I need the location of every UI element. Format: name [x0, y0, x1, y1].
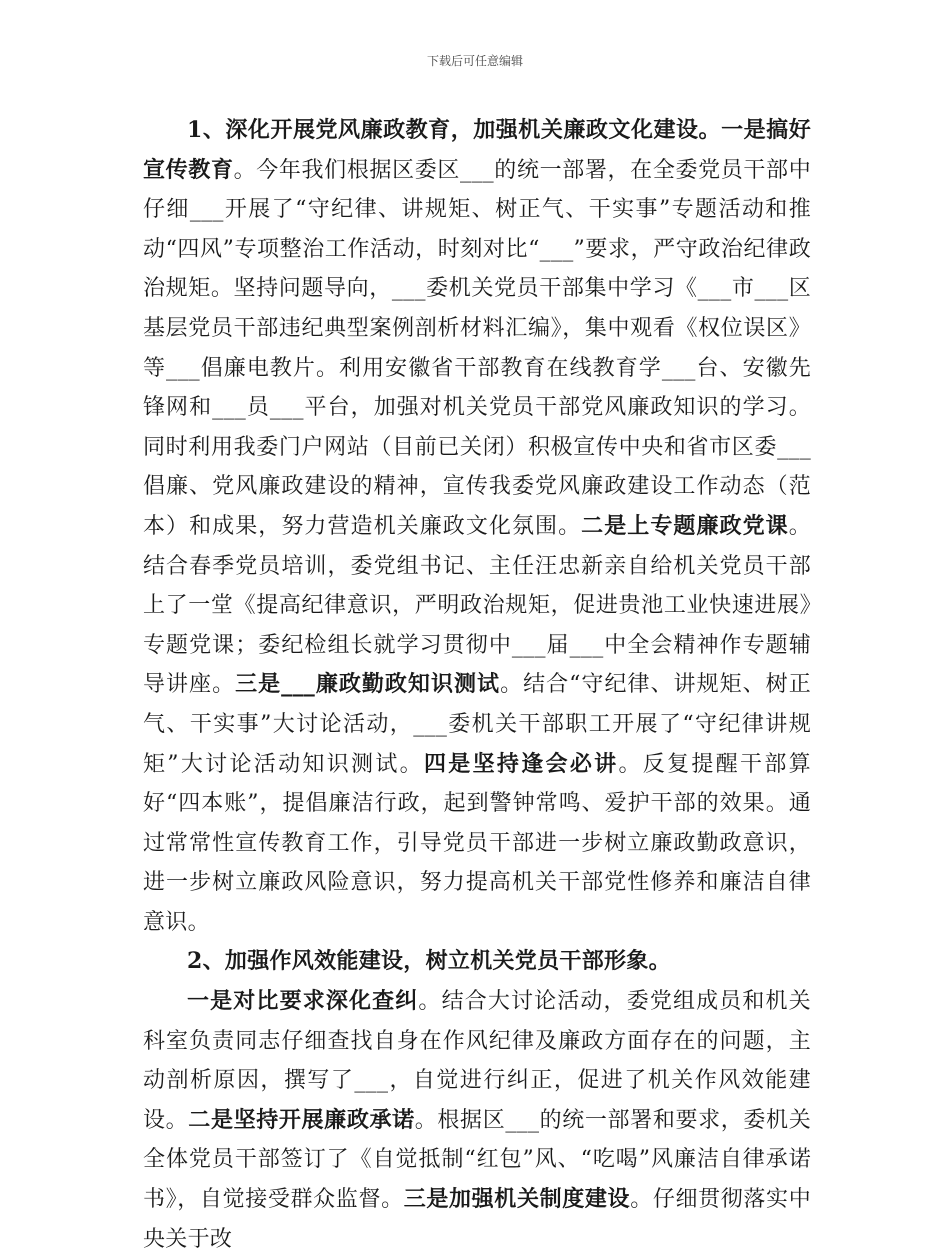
point-4-text: 。反复提醒干部算好“四本账”，提倡廉洁行政，起到警钟常鸣、爱护干部的效果。通过常常性宣传教育工作，引导党员干部进一步树立廉政勤政意识，进一步树立廉政风险意识，努力提高机关干部党性修养和廉洁自律意识。 — [143, 751, 811, 935]
document-body — [143, 111, 811, 1259]
section-2-point-3-text: 。仔细贯彻落实中央关于改 — [143, 1187, 811, 1252]
point-4-heading: 四是坚持逢会必讲 — [424, 750, 619, 777]
section-2-heading: 2、加强作风效能建设，树立机关党员干部形象。 — [187, 948, 671, 975]
page-header-note: 下载后可任意编辑 — [426, 54, 523, 68]
section-2-point-2-text: 。根据区___的统一部署和要求，委机关全体党员干部签订了《自觉抵制“红包”风、“吃喝”风廉洁自律承诺书》，自觉接受群众监督。 — [143, 1107, 811, 1213]
section-1-paragraph — [143, 111, 811, 942]
point-2-heading: 二是上专题廉政党课 — [581, 512, 789, 539]
point-3-heading: 三是___廉政勤政知识测试 — [235, 671, 501, 698]
section-1-heading: 1、深化开展党风廉政教育，加强机关廉政文化建设。 — [187, 117, 722, 143]
section-2-point-1-text: 。结合大讨论活动，委党组成员和机关科室负责同志仔细查找自身在作风纪律及廉政方面存在的问题，主动剖析原因，撰写了___，自觉进行纠正，促进了机关作风效能建设。 — [143, 989, 811, 1133]
section-2-point-1-heading: 一是对比要求深化查纠 — [187, 988, 419, 1015]
section-2-point-2-heading: 二是坚持开展廉政承诺 — [188, 1106, 415, 1133]
point-2-text: 。结合春季党员培训，委党组书记、主任汪忠新亲自给机关党员干部上了一堂《提高纪律意识，严明政治规矩，促进贵池工业快速进展》专题党课；委纪检组长就学习贯彻中___届___中全会精神作专题辅导讲座。 — [143, 513, 812, 698]
section-2-point-3-heading: 三是加强机关制度建设 — [403, 1186, 631, 1213]
point-1-text: 。今年我们根据区委区___的统一部署，在全委党员干部中仔细___开展了“守纪律、讲规矩、树正气、干实事”专题活动和推动“四风”专项整治工作活动，时刻对比“___”要求，严守政治纪律政治规矩。坚持问题导向，___委机关党员干部集中学习《___市___区基层党员干部违纪典型案例剖析材料汇编》，集中观看《权位误区》等___倡廉电教片。利用安徽省干部教育在线教育学___台、安徽先锋网和___员___平台，加强对机关党员干部党风廉政知识的学习。同时利用我委门户网站（目前已关闭）积极宣传中央和省市区委___倡廉、党风廉政建设的精神，宣传我委党风廉政建设工作动态（范本）和成果，努力营造机关廉政文化氛围。 — [143, 157, 811, 539]
point-1-heading: 一是搞好宣传教育 — [143, 117, 811, 183]
point-3-text: 。结合“守纪律、讲规矩、树正气、干实事”大讨论活动，___委机关干部职工开展了“守纪律讲规矩”大讨论活动知识测试。 — [143, 672, 811, 777]
section-2-paragraph — [143, 982, 811, 1259]
